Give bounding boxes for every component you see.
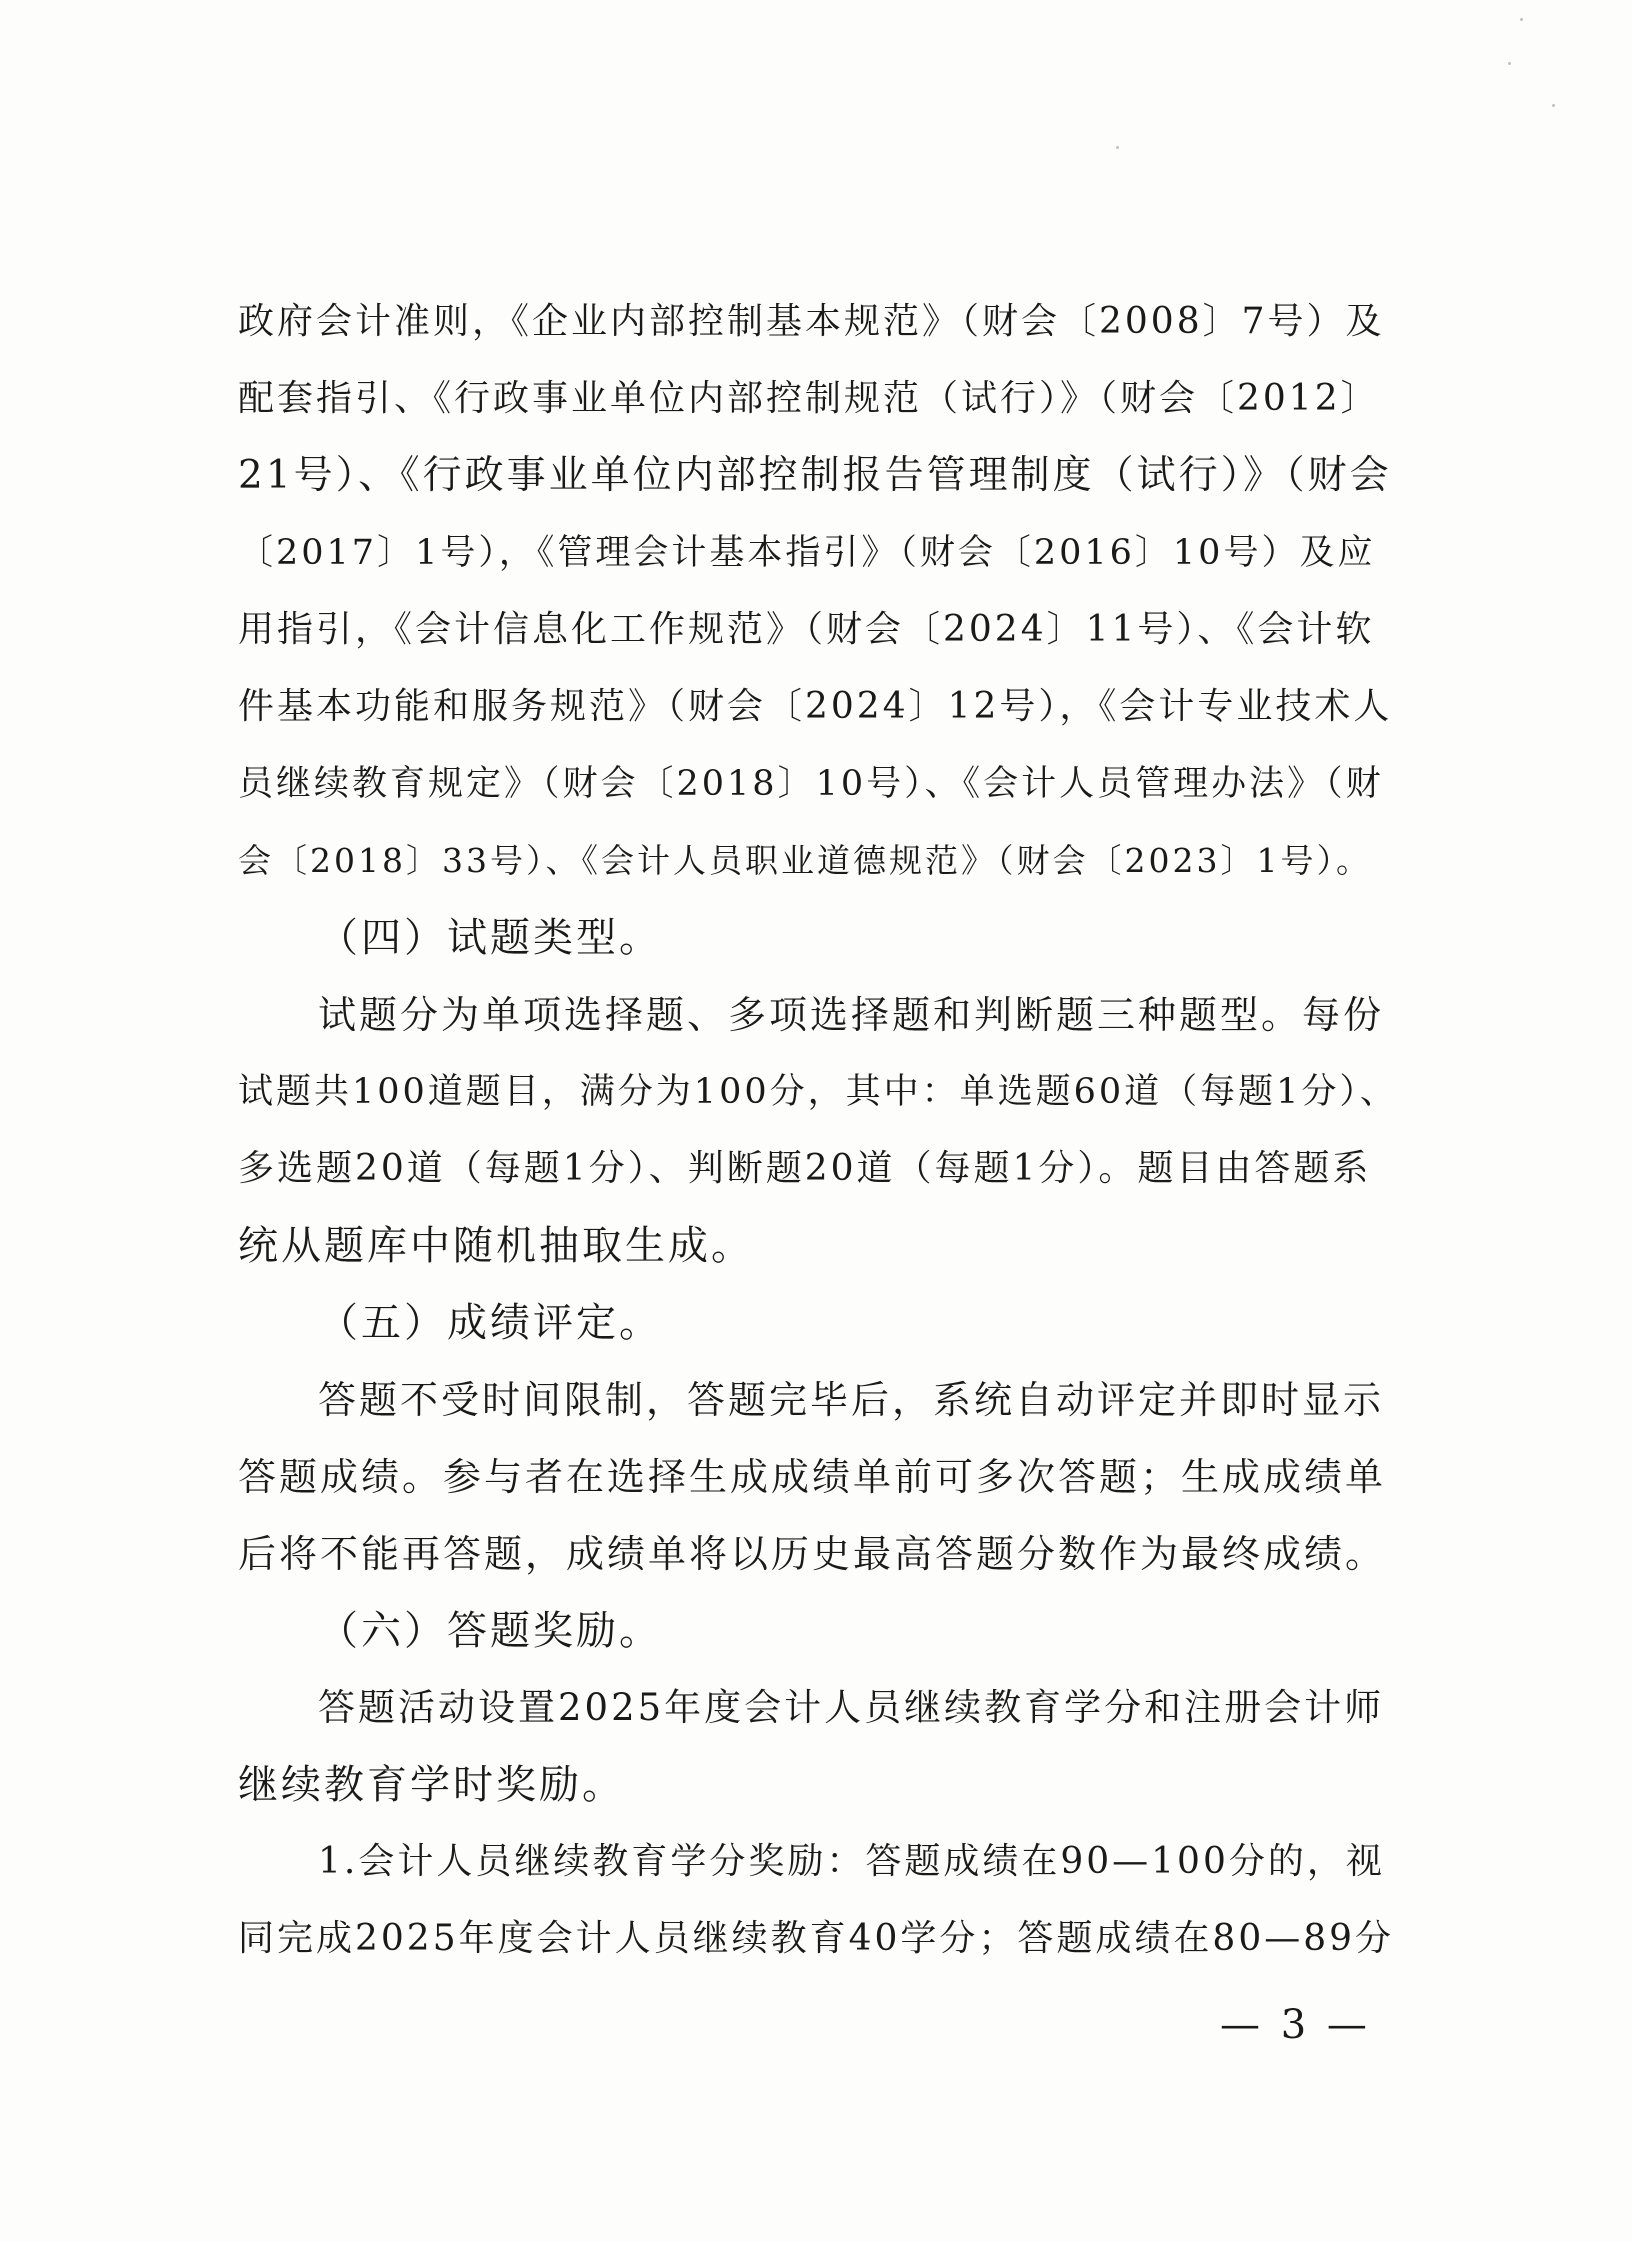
text-line: 政府会计准则，《企业内部控制基本规范》（财会〔2008〕7号）及 [238,301,1385,342]
text-line: 会〔2018〕33号）、《会计人员职业道德规范》（财会〔2023〕1号）。 [238,841,1372,880]
text-line: 答题成绩。参与者在选择生成成绩单前可多次答题；生成成绩单 [238,1455,1387,1499]
text-line: 件基本功能和服务规范》（财会〔2024〕12号），《会计专业技术人 [238,686,1393,727]
paragraph-first-line: 试题分为单项选择题、多项选择题和判断题三种题型。每份 [318,993,1385,1037]
text-line: 后将不能再答题，成绩单将以历史最高答题分数作为最终成绩。 [238,1532,1387,1576]
text-line: 多选题20道（每题1分）、判断题20道（每题1分）。题目由答题系 [238,1148,1372,1189]
section-heading: （四）试题类型。 [318,915,662,961]
text-line: 〔2017〕1号），《管理会计基本指引》（财会〔2016〕10号）及应 [238,533,1376,573]
page-number: — 3 — [1220,2002,1371,2048]
paragraph-first-line: 答题活动设置2025年度会计人员继续教育学分和注册会计师 [318,1686,1385,1729]
text-line: 员继续教育规定》（财会〔2018〕10号）、《会计人员管理办法》（财 [238,764,1384,804]
scan-speck [1116,146,1119,149]
text-line: 统从题库中随机抽取生成。 [238,1223,754,1269]
text-line: 配套指引、《行政事业单位内部控制规范（试行）》（财会〔2012〕 [238,378,1380,419]
section-heading: （六）答题奖励。 [318,1608,662,1654]
paragraph-first-line: 1.会计人员继续教育学分奖励：答题成绩在90—100分的，视 [318,1841,1385,1882]
text-line: 继续教育学时奖励。 [238,1762,625,1808]
scan-speck [1508,62,1511,65]
section-heading: （五）成绩评定。 [318,1300,662,1346]
scan-speck [1552,104,1555,107]
text-line: 同完成2025年度会计人员继续教育40学分；答题成绩在80—89分 [238,1918,1395,1959]
scan-speck [1520,18,1523,21]
paragraph-first-line: 答题不受时间限制，答题完毕后，系统自动评定并即时显示 [318,1378,1385,1422]
text-line: 试题共100道题目，满分为100分，其中：单选题60道（每题1分）、 [238,1072,1398,1112]
text-line: 21号）、《行政事业单位内部控制报告管理制度（试行）》（财会 [238,453,1392,498]
text-line: 用指引，《会计信息化工作规范》（财会〔2024〕11号）、《会计软 [238,609,1375,650]
